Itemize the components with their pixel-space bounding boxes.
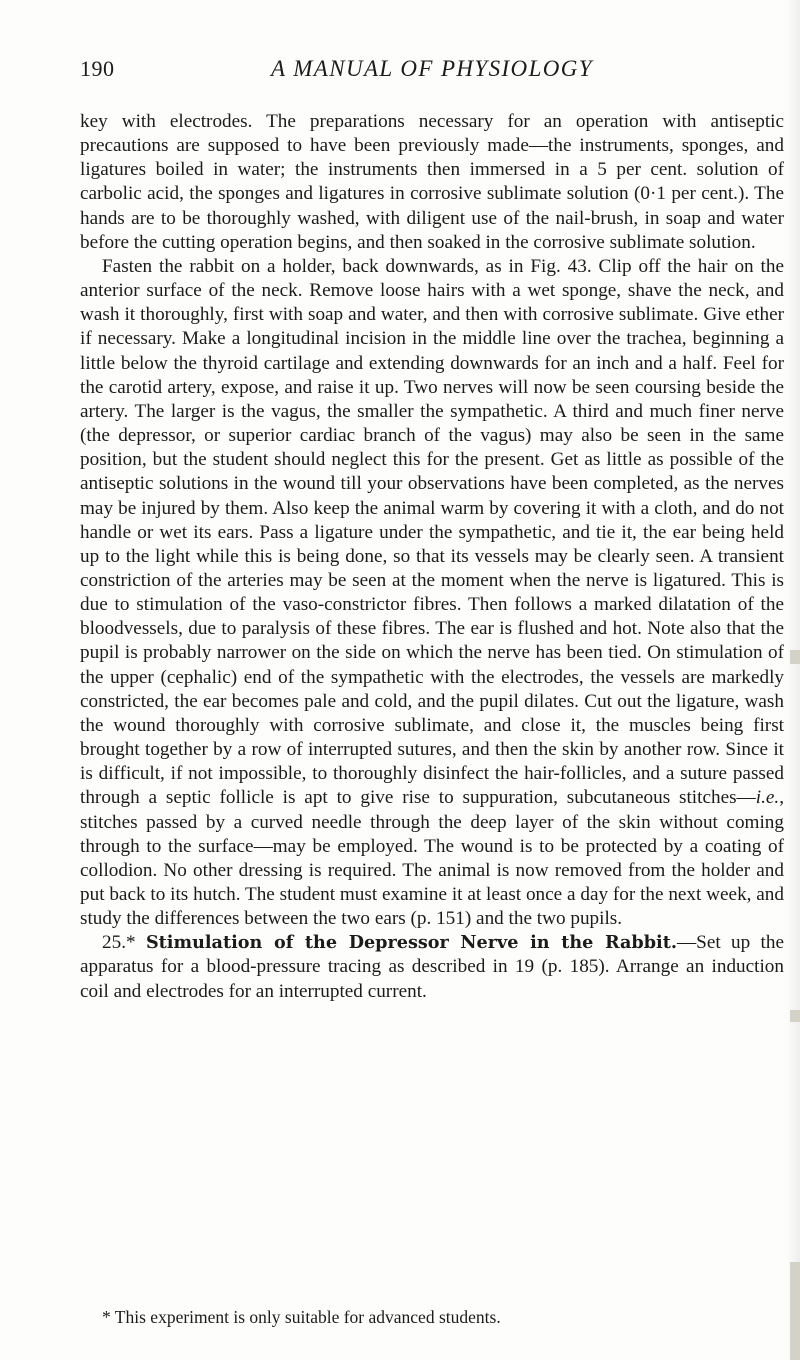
page-edge-shadow: [786, 0, 800, 1360]
paragraph-2-ie: i.e.: [755, 787, 780, 809]
page-edge-mark: [790, 1010, 800, 1022]
section-heading: Stimulation of the Depressor Nerve in the Rabbit.: [145, 932, 677, 954]
page-number: 190: [80, 56, 115, 81]
page-header: [80, 56, 784, 86]
running-title: A MANUAL OF PHYSIOLOGY: [271, 56, 593, 81]
paragraph-2: [80, 255, 784, 931]
page-edge-mark: [790, 1262, 800, 1360]
paragraph-3-text: —Set up the apparatus for a blood-pressure tracing as described in 19 (p. 185). Arrange an induction coil and electrodes for an interrupted current.: [80, 932, 784, 1002]
paragraph-2-part-b: , stitches passed by a curved needle through the deep layer of the skin without coming through to the surface—may be employed. The wound is to be protected by a coating of collodion. No other dressing is required. The animal is now removed from the holder and put back to its hutch. The student must examine it at least once a day for the next week, and study the differences between the two ears (p. 151) and the two pupils.: [80, 787, 784, 930]
body-text: [80, 110, 784, 1004]
footnote: * This experiment is only suitable for advanced students.: [102, 1307, 501, 1327]
page-edge-mark: [790, 650, 800, 664]
section-number: 25.*: [102, 932, 136, 954]
paragraph-1: key with electrodes. The preparations necessary for an operation with antiseptic precautions are supposed to have been previously made—the instruments, sponges, and ligatures boiled in water; the instruments then immersed in a 5 per cent. solution of carbolic acid, the sponges and ligatures in corrosive sublimate solution (0·1 per cent.). The hands are to be thoroughly washed, with diligent use of the nail-brush, in soap and water before the cutting operation begins, and then soaked in the corrosive sublimate solution.: [80, 111, 784, 253]
paragraph-2-part-a: Fasten the rabbit on a holder, back downwards, as in Fig. 43. Clip off the hair on the anterior surface of the neck. Remove loose hairs with a wet sponge, shave the neck, and wash it thoroughly, first with soap and water, and then with corrosive sublimate. Give ether if necessary. Make a longitudinal incision in the middle line over the trachea, beginning a little below the thyroid cartilage and extending downwards for an inch and a half. Feel for the carotid artery, expose, and raise it up. Two nerves will now be seen coursing beside the artery. The larger is the vagus, the smaller the sympathetic. A third and much finer nerve (the depressor, or superior cardiac branch of the vagus) may also be seen in the same position, but the student should neglect this for the present. Get as little as possible of the antiseptic solutions in the wound till your observations have been completed, as the nerves may be injured by them. Also keep the animal warm by covering it with a cloth, and do not handle or wet its ears. Pass a ligature under the sympathetic, and tie it, the ear being held up to the light while this is being done, so that its vessels may be clearly seen. A transient constriction of the arteries may be seen at the moment when the nerve is ligatured. This is due to stimulation of the vaso-constrictor fibres. Then follows a marked dilatation of the bloodvessels, due to paralysis of these fibres. The ear is flushed and hot. Note also that the pupil is probably narrower on the side on which the nerve has been tied. On stimulation of the upper (cephalic) end of the sympathetic with the electrodes, the vessels are markedly constricted, the ear becomes pale and cold, and the pupil dilates. Cut out the ligature, wash the wound thoroughly with corrosive sublimate, and close it, the muscles being first brought together by a row of interrupted sutures, and then the skin by another row. Since it is difficult, if not impossible, to thoroughly disinfect the hair-follicles, and a suture passed through a septic follicle is apt to give rise to suppuration, subcutaneous stitches—: [80, 255, 784, 809]
paragraph-3: [80, 931, 784, 1003]
